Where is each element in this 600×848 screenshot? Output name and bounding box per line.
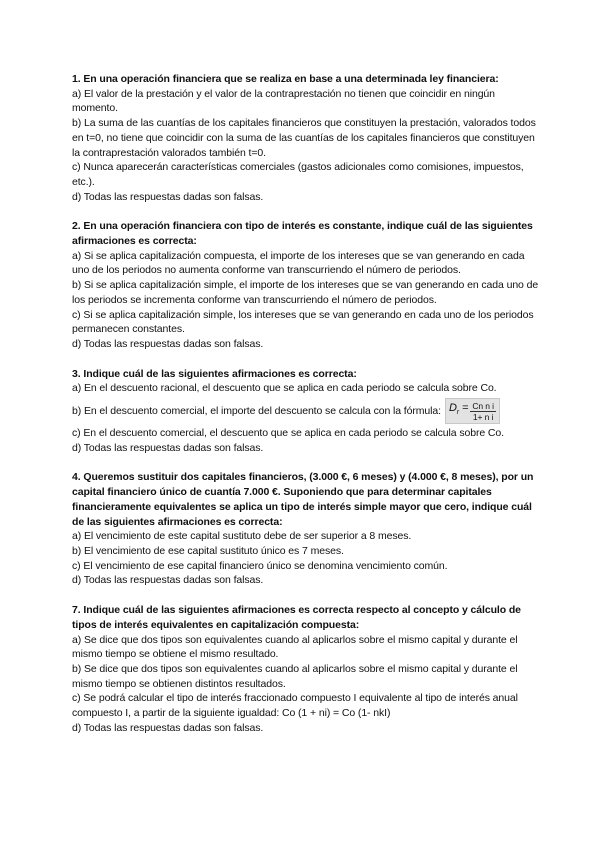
question-4	[72, 470, 540, 588]
question-title: 1. En una operación financiera que se realiza en base a una determinada ley financiera:	[72, 73, 499, 85]
option-a: a) Si se aplica capitalización compuesta, el importe de los intereses que se van generando en cada uno de los periodos no aumenta conforme van transcurriendo el número de periodos.	[72, 249, 525, 277]
option-b-row	[72, 396, 540, 426]
discount-formula	[445, 398, 500, 424]
option-c: c) Nunca aparecerán características comerciales (gastos adicionales como comisiones, impuestos, etc.).	[72, 161, 524, 188]
option-a: a) El valor de la prestación y el valor de la contraprestación no tienen que coincidir en ningún momento.	[72, 87, 495, 115]
question-title: 4. Queremos sustituir dos capitales financieros, (3.000 €, 6 meses) y (4.000 €, 8 meses), por un capital financiero único de cuantía 7.000 €. Suponiendo que para determinar capitales financieramente equivalentes se aplica un tipo de interés simple mayor que cero, indique cuál de las siguientes afirmaciones es correcta:	[72, 471, 534, 528]
option-b: b) El vencimiento de ese capital sustituto único es 7 meses.	[72, 544, 344, 557]
option-b: b) En el descuento comercial, el importe del descuento se calcula con la fórmula:	[72, 404, 441, 417]
question-title: 2. En una operación financiera con tipo de interés es constante, indique cuál de las siguientes afirmaciones es correcta:	[72, 220, 533, 248]
formula-lhs: $D_r$ =	[448, 402, 469, 417]
option-b: b) La suma de las cuantías de los capitales financieros que constituyen la prestación, valorados todos en t=0, no tiene que coincidir con la suma de las cuantías de los capitales financieros que constituyen la contraprestación valorados también t=0.	[72, 117, 536, 159]
formula-numerator: Cn n i	[472, 400, 494, 411]
option-b: b) Si se aplica capitalización simple, el importe de los intereses que se van generando en cada uno de los periodos se incrementa conforme van transcurriendo el número de periodos.	[72, 279, 539, 306]
question-title: 7. Indique cuál de las siguientes afirmaciones es correcta respecto al concepto y cálculo de tipos de interés equivalentes en capitalización compuesta:	[72, 604, 521, 631]
option-b: b) Se dice que dos tipos son equivalentes cuando al aplicarlos sobre el mismo capital y durante el mismo tiempo se obtienen distintos resultados.	[72, 662, 518, 690]
question-3	[72, 367, 540, 456]
option-d: d) Todas las respuestas dadas son falsas.	[72, 441, 264, 454]
option-c: c) En el descuento comercial, el descuento que se aplica en cada periodo se calcula sobre Co.	[72, 427, 504, 440]
question-title: 3. Indique cuál de las siguientes afirmaciones es correcta:	[72, 367, 357, 380]
option-d: d) Todas las respuestas dadas son falsas.	[72, 337, 264, 350]
option-c: c) Se podrá calcular el tipo de interés fraccionado compuesto I equivalente al tipo de interés anual compuesto I, a partir de la siguiente igualdad: Co (1 + ni) = Co (1- nkI)	[72, 692, 518, 720]
question-1	[72, 72, 540, 204]
question-2	[72, 219, 540, 351]
formula-lhs-symbol: D	[448, 402, 457, 415]
option-a: a) El vencimiento de este capital sustituto debe de ser superior a 8 meses.	[72, 530, 412, 543]
option-a: a) En el descuento racional, el descuento que se aplica en cada periodo se calcula sobre Co.	[72, 382, 497, 395]
formula-fraction	[470, 401, 496, 422]
option-c: c) El vencimiento de ese capital financiero único se denomina vencimiento común.	[72, 559, 448, 572]
option-d: d) Todas las respuestas dadas son falsas.	[72, 190, 264, 203]
document-page	[72, 72, 540, 750]
formula-lhs-sub: r	[456, 409, 460, 417]
formula-denominator: 1+ n i	[472, 411, 494, 422]
option-a: a) Se dice que dos tipos son equivalentes cuando al aplicarlos sobre el mismo capital y durante el mismo tiempo se obtiene el mismo resultado.	[72, 633, 518, 661]
option-c: c) Si se aplica capitalización simple, los intereses que se van generando en cada uno de los periodos permanecen constantes.	[72, 308, 534, 336]
question-7	[72, 603, 540, 735]
option-d: d) Todas las respuestas dadas son falsas.	[72, 721, 264, 734]
option-d: d) Todas las respuestas dadas son falsas.	[72, 574, 264, 587]
